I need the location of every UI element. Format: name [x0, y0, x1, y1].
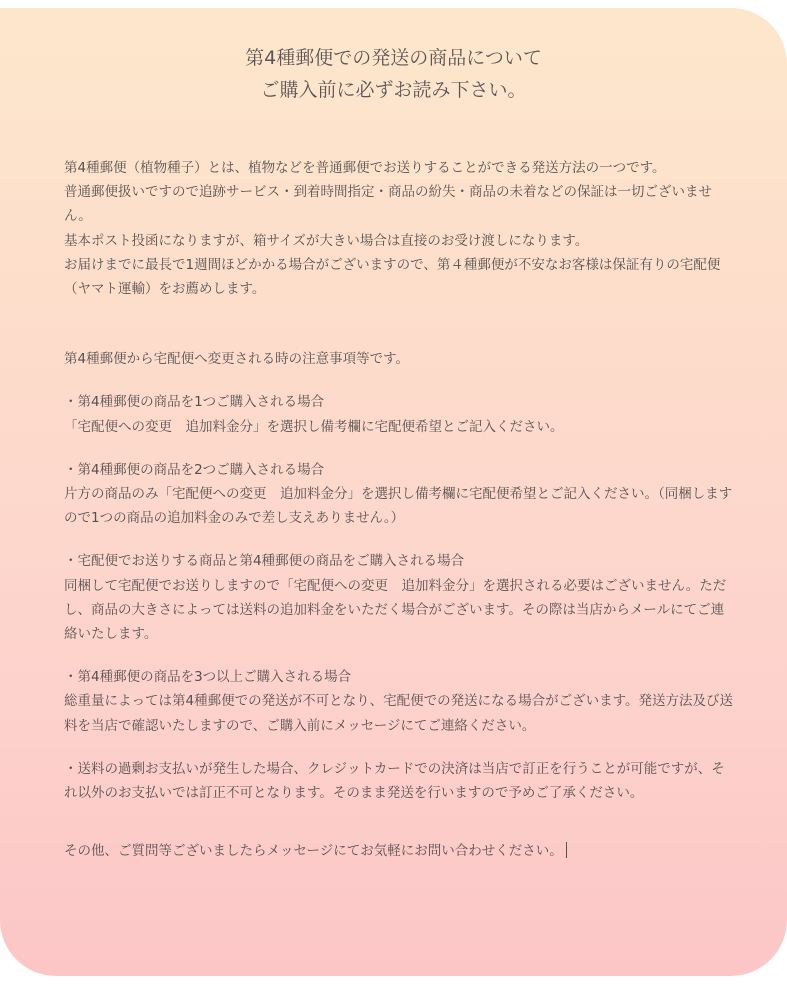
intro-paragraph-4: お届けまでに最長で1週間ほどかかる場合がございますので、第４種郵便が不安なお客様は保証有りの宅配便（ヤマト運輸）をお薦めします。 — [64, 256, 721, 298]
overpayment-note: ・送料の過剰お支払いが発生した場合、クレジットカードでの決済は当店で訂正を行うことが可能ですが、それ以外のお支払いでは訂正不可となります。そのまま発送を行いますので予めご了承ください。 — [64, 760, 725, 802]
closing-line — [64, 839, 734, 863]
spacer — [64, 530, 734, 549]
intro-paragraph-2: 普通郵便扱いですので追跡サービス・到着時間指定・商品の紛失・商品の未着などの保証は一切ございません。 — [64, 184, 712, 225]
spacer — [64, 301, 734, 347]
notice-heading: 第4種郵便から宅配便へ変更される時の注意事項等です。 — [64, 351, 410, 368]
intro-paragraph-3: 基本ポスト投函になりますが、箱サイズが大きい場合は直接のお受け渡しになります。 — [64, 232, 589, 249]
section-heading: ・第4種郵便の商品を2つご購入される場合 — [64, 461, 325, 478]
spacer — [64, 646, 734, 665]
title-line-2: ご購入前に必ずお読み下さい。 — [260, 79, 527, 101]
title-line-1: 第4種郵便での発送の商品について — [245, 47, 542, 69]
spacer — [64, 805, 734, 839]
section-heading: ・第4種郵便の商品を3つ以上ご購入される場合 — [64, 669, 352, 686]
section-body: 同梱して宅配便でお送りしますので「宅配便への変更 追加料金分」を選択される必要はございません。ただし、商品の大きさによっては送料の追加料金をいただく場合がございます。その際は当店からメールにてご連絡いたします。 — [64, 577, 727, 643]
section-body: 片方の商品のみ「宅配便への変更 追加料金分」を選択し備考欄に宅配便希望とご記入ください。（同梱しますので1つの商品の追加料金のみで差し支えありません。） — [64, 486, 733, 527]
notice-title — [0, 42, 787, 106]
spacer — [64, 439, 734, 458]
notice-body — [64, 156, 734, 863]
notice-card — [0, 8, 787, 976]
text-cursor — [566, 842, 567, 858]
section-body: 「宅配便への変更 追加料金分」を選択し備考欄に宅配便希望とご記入ください。 — [64, 418, 564, 435]
section-body: 総重量によっては第4種郵便での発送が不可となり、宅配便での発送になる場合がございます。発送方法及び送料を当店で確認いたしますので、ご購入前にメッセージにてご連絡ください。 — [64, 693, 734, 734]
spacer — [64, 371, 734, 390]
section-heading: ・宅配便でお送りする商品と第4種郵便の商品をご購入される場合 — [64, 553, 465, 570]
intro-paragraph-1: 第4種郵便（植物種子）とは、植物などを普通郵便でお送りすることができる発送方法の一つです。 — [64, 160, 666, 176]
spacer — [64, 738, 734, 757]
closing-text: その他、ご質問等ございましたらメッセージにてお気軽にお問い合わせください。 — [64, 843, 563, 860]
section-heading: ・第4種郵便の商品を1つご購入される場合 — [64, 394, 325, 411]
